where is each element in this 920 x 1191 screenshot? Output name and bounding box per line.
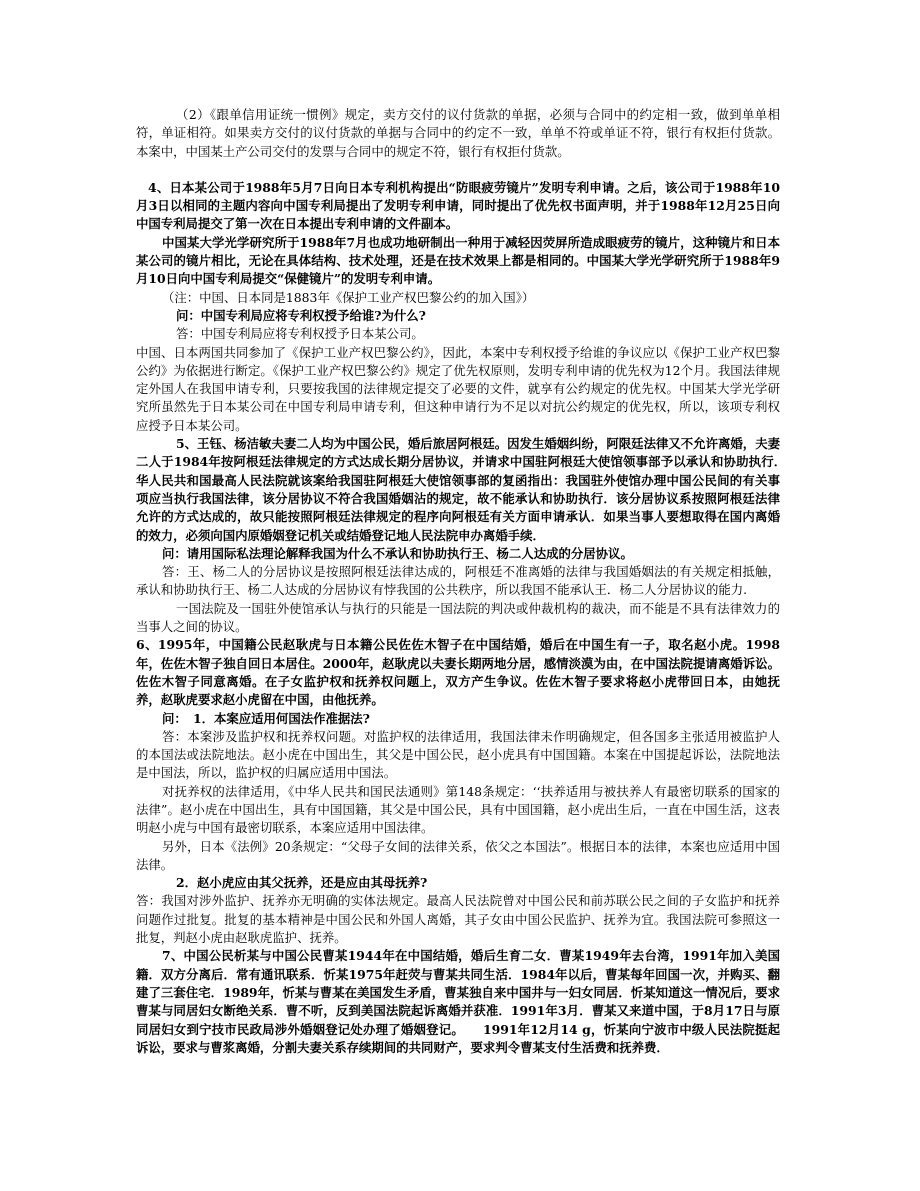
case-5-question: 问：请用国际私法理论解释我国为什么不承认和协助执行王、杨二人达成的分居协议。: [162, 545, 633, 561]
case-4-facts-2: 中国某大学光学研究所于1988年7月也成功地研制出一种用于减轻因荧屏所造成眼疲劳的镜片，这种镜片和日本某公司的镜片相比，无论在具体结构、技术处理，还是在技术效果上都是相同的。中国某大学光学研究所于1988年9月10日向中国专利局提交“保健镜片”的发明专利申请。: [136, 234, 780, 287]
case-6-question-1: 问： 1．本案应适用何国法作准据法?: [162, 710, 370, 726]
case-5-answer: 答：王、杨二人的分居协议是按照阿根廷法律达成的，阿根廷不准离婚的法律与我国婚姻法的有关规定相抵触，承认和协助执行王、杨二人达成的分居协议有悖我国的公共秩序，所以我国不能承认王．杨二人分居协议的能力.: [136, 564, 780, 598]
case-7-facts: 7、中国公民析某与中国公民曹某1944年在中国结婚，婚后生育二女．曹某1949年去台湾，1991年加入美国籍．双方分离后．常有通讯联系．忻某1975年赶荧与曹某共同生活．1984年以后，曹某每年回国一次，并购买、翻建了三套住宅．1989年，忻某与曹某在美国发生矛盾，曹某独自来中国井与一妇女同居．忻某知道这一情况后，要求曹某与同居妇女断绝关系．曹不听，反到美国法院起诉离婚并获准．1991年3月．曹某又来道中国，于8月17日与原同居妇女到宁技市民政局涉外婚姻登记处办理了婚姻登记。 1991年12月14 g，忻某向宁波市中级人民法院挺起诉讼，要求与曹浆离婚，分割夫妻关系存续期间的共同财产，要求判令曹某支付生活费和抚养费．: [136, 948, 780, 1055]
spacer: [136, 161, 780, 179]
case-5-facts: 5、王钰、杨洁敏夫妻二人均为中国公民，婚后旅居阿根廷。因发生婚姻纠纷，阿限廷法律又不允许离婚，夫妻二人于1984年按阿根廷法律规定的方式达成长期分居协议，并请求中国驻阿根廷大使馆领事部予以承认和协助执行． 华人民共和国最高人民法院就该案给我国驻阿根廷大使馆领事部的复函指出：我国驻外使馆办理中国公民间的有关事项应当执行我国法律，该分居协议不符合我国婚姻沾的规定，故不能承认和协助执行．该分居协议系按照阿根廷法律允许的方式达成的，故只能按照阿根廷法律规定的程序向阿根廷有关方面申请承认．如果当事人要想取得在国内离婚的效力，必须向国内原婚姻登记机关或结婚登记地人民法院申办离婚手续．: [136, 436, 793, 543]
paragraph-credit-rules: （2）《跟单信用证统一惯例》规定，卖方交付的议付货款的单据，必须与合同中的约定相一致，做到单单相符，单证相符。如果卖方交付的议付货款的单据与合同中的约定不一致，单单不符或单证不符，银行有权拒付货款。本案中，中国某土产公司交付的发票与合同中的规定不符，银行有权拒付货款。: [136, 107, 780, 159]
case-6-answer-1c: 另外，日本《法例》20条规定：“父母子女间的法律关系，依父之本国法”。根据日本的法律，本案也应适用中国法律。: [136, 838, 780, 872]
case-4-answer: 答：中国专利局应将专利权授予日本某公司。: [176, 326, 424, 342]
case-4-explanation: 中国、日本两国共同参加了《保护工业产权巴黎公约》，因此，本案中专利权授予给谁的争议应以《保护工业产权巴黎公约》为依据进行断定。《保护工业产权巴黎公约》规定了优先权原则，发明专利申请的优先权为12个月。我国法律规定外国人在我国申请专利，只要按我国的法律规定提交了必要的文件，就享有公约规定的优先权。中国某大学光学研究所虽然先于日本某公司在中国专利局申请专利，但这种申请行为不足以对抗公约规定的优先权，所以，该项专利权应授予日本某公司。: [136, 344, 780, 433]
case-6-answer-2: 答：我国对涉外监护、抚养亦无明确的实体法规定。最高人民法院曾对中国公民和前苏联公民之间的子女监护和抚养问题作过批复。批复的基本精神是中国公民和外国人离婚，其子女由中国公民监护、抚养为宜。我国法院可参照这一批复，判赵小虎由赵耿虎监护、抚养。: [136, 893, 780, 946]
case-4-note: （注：中国、日本同是1883年《保护工业产权巴黎公约的加入国》）: [162, 289, 535, 305]
case-6-answer-1b: 对抚养权的法律适用，《中华人民共和国民法通则》第148条规定：‘‘扶养适用与被扶养人有最密切联系的国家的法律”。赵小虎在中国出生，具有中国国籍，其父是中国公民，具有中国国籍，赵小虎出生后，一直在中国生活，这表明赵小虎与中国有最密切联系，本案应适用中国法律。: [136, 783, 780, 836]
case-5-answer-2: 一国法院及一国驻外使馆承认与执行的只能是一国法院的判决或仲裁机构的裁决，而不能是不具有法律效力的当事人之间的协议。: [136, 600, 780, 635]
case-4-facts: 4、日本某公司于1988年5月7日向日本专利机构提出“防眼疲劳镜片”发明专利申请。之后，该公司于1988年10月3日以相同的主题内容向中国专利局提出了发明专利申请，同时提出了优先权书面声明，并于1988年12月25日向中国专利局提交了第一次在日本提出专利申请的文件副本。: [136, 179, 780, 232]
case-6-answer-1: 答：本案涉及监护权和抚养权问题。对监护权的法律适用，我国法律未作明确规定，但各国多主张适用被监护人的本国法或法院地法。赵小虎在中国出生，其父是中国公民，赵小虎具有中国国籍。本案在中国提起诉讼，法院地法是中国法，所以，监护权的归属应适用中国法。: [136, 728, 780, 781]
case-4-question: 问：中国专利局应将专利权授予给谁?为什么?: [176, 307, 426, 323]
case-6-facts: 6、1995年，中国籍公民赵耿虎与日本籍公民佐佐木智子在中国结婚，婚后在中国生有一子，取名赵小虎。1998年，佐佐木智子独自回日本居住。2000年，赵耿虎以夫妻长期两地分居，感情淡漠为由，在中国法院提请离婚诉讼。佐佐木智子同意离婚。在子女监护权和抚养权问题上，双方产生争议。佐佐木智子要求将赵小虎带回日本，由她抚养，赵耿虎要求赵小虎留在中国，由他抚养。: [136, 637, 780, 708]
case-6-question-2: 2．赵小虎应由其父抚养，还是应由其母抚养?: [176, 875, 428, 891]
